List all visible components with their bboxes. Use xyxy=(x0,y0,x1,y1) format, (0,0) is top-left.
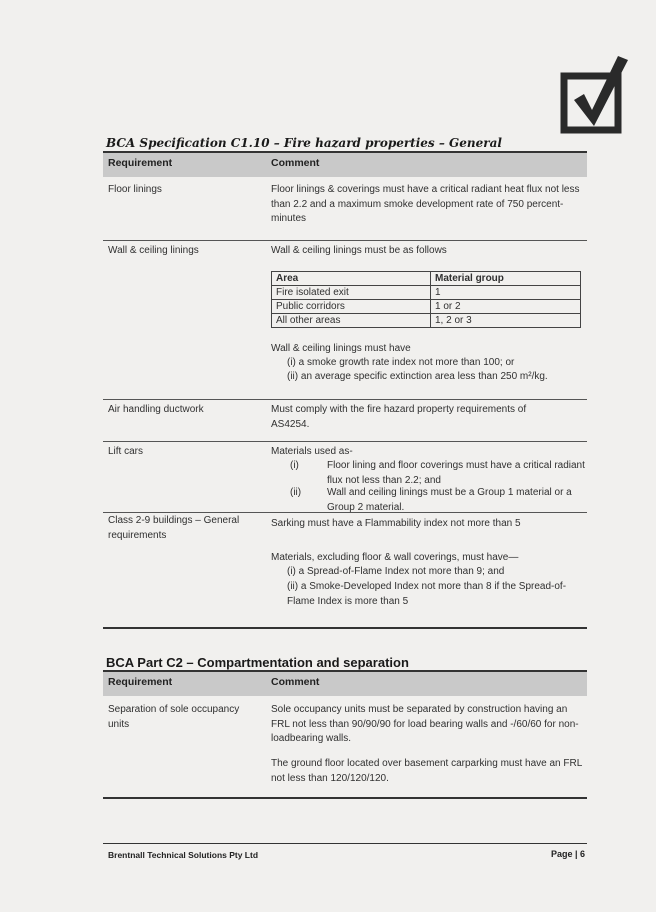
comment-wall-intro: Wall & ceiling linings must be as follows xyxy=(271,245,447,256)
header-requirement: Requirement xyxy=(108,157,173,169)
comment-sarking: Sarking must have a Flammability index not more than 5 xyxy=(271,518,521,529)
material-group-table xyxy=(271,271,581,328)
req-air-handling: Air handling ductwork xyxy=(108,404,204,415)
checkbox-tick-icon xyxy=(560,50,630,134)
row-divider xyxy=(103,441,587,442)
table-bottom-rule xyxy=(103,627,587,629)
req-lift-cars: Lift cars xyxy=(108,446,144,457)
header-comment: Comment xyxy=(271,157,320,169)
comment-air-handling: Must comply with the fire hazard property requirements of AS4254. xyxy=(271,404,527,430)
lift-item-i-text: Floor lining and floor coverings must have a critical radiant flux not less than 2.2; and xyxy=(327,460,585,486)
material-group: 1, 2 or 3 xyxy=(431,314,581,328)
comment-wall-item-i: (i) a smoke growth rate index not more than 100; or xyxy=(287,357,515,368)
req-sole-occupancy: Separation of sole occupancy units xyxy=(108,704,240,730)
section-title-fire-hazard: BCA Specification C1.10 – Fire hazard properties – General xyxy=(106,136,502,150)
footer-rule xyxy=(103,843,587,844)
lift-item-i-number: (i) xyxy=(290,460,299,471)
comment-class-item-i: (i) a Spread-of-Flame Index not more than 9; and xyxy=(287,566,505,577)
footer-company: Brentnall Technical Solutions Pty Ltd xyxy=(108,850,259,860)
material-table-header xyxy=(272,272,581,286)
material-header-area: Area xyxy=(272,272,431,286)
req-class-buildings: Class 2-9 buildings – General requirements xyxy=(108,515,240,541)
material-header-group: Material group xyxy=(431,272,581,286)
comment-wall-must-have: Wall & ceiling linings must have xyxy=(271,343,411,354)
comment-sole-occupancy: Sole occupancy units must be separated by construction having an FRL not less than 90/90/90 for load bearing walls and -/60/60 for non-loadbearing walls. xyxy=(271,704,579,744)
header-comment: Comment xyxy=(271,676,320,688)
material-area: Fire isolated exit xyxy=(272,286,431,300)
req-floor-linings: Floor linings xyxy=(108,184,162,195)
row-divider xyxy=(103,512,587,513)
row-divider xyxy=(103,399,587,400)
material-area: Public corridors xyxy=(272,300,431,314)
comment-floor-linings: Floor linings & coverings must have a critical radiant heat flux not less than 2.2 and a maximum smoke development rate of 750 percent-minutes xyxy=(271,184,580,224)
comment-wall-item-ii: (ii) an average specific extinction area less than 250 m²/kg. xyxy=(287,371,548,382)
req-wall-ceiling: Wall & ceiling linings xyxy=(108,245,199,256)
comment-lift-intro: Materials used as- xyxy=(271,446,353,457)
material-group: 1 or 2 xyxy=(431,300,581,314)
table-bottom-rule xyxy=(103,797,587,799)
material-area: All other areas xyxy=(272,314,431,328)
footer-page-number: Page | 6 xyxy=(550,849,585,859)
comment-class-item-ii: (ii) a Smoke-Developed Index not more than 8 if the Spread-of-Flame Index is more than 5 xyxy=(287,581,567,607)
section-title-compartmentation: BCA Part C2 – Compartmentation and separation xyxy=(106,655,409,670)
table-header xyxy=(103,151,587,177)
table-header xyxy=(103,670,587,696)
comment-materials: Materials, excluding floor & wall coverings, must have— xyxy=(271,552,519,563)
comment-ground-floor: The ground floor located over basement carparking must have an FRL not less than 120/120/120. xyxy=(271,758,582,784)
row-divider xyxy=(103,240,587,241)
header-requirement: Requirement xyxy=(108,676,173,688)
material-table-row xyxy=(272,314,581,328)
lift-item-ii-number: (ii) xyxy=(290,487,302,498)
material-table-row xyxy=(272,286,581,300)
material-group: 1 xyxy=(431,286,581,300)
material-table-row xyxy=(272,300,581,314)
lift-item-ii-text: Wall and ceiling linings must be a Group 1 material or a Group 2 material. xyxy=(327,487,572,513)
